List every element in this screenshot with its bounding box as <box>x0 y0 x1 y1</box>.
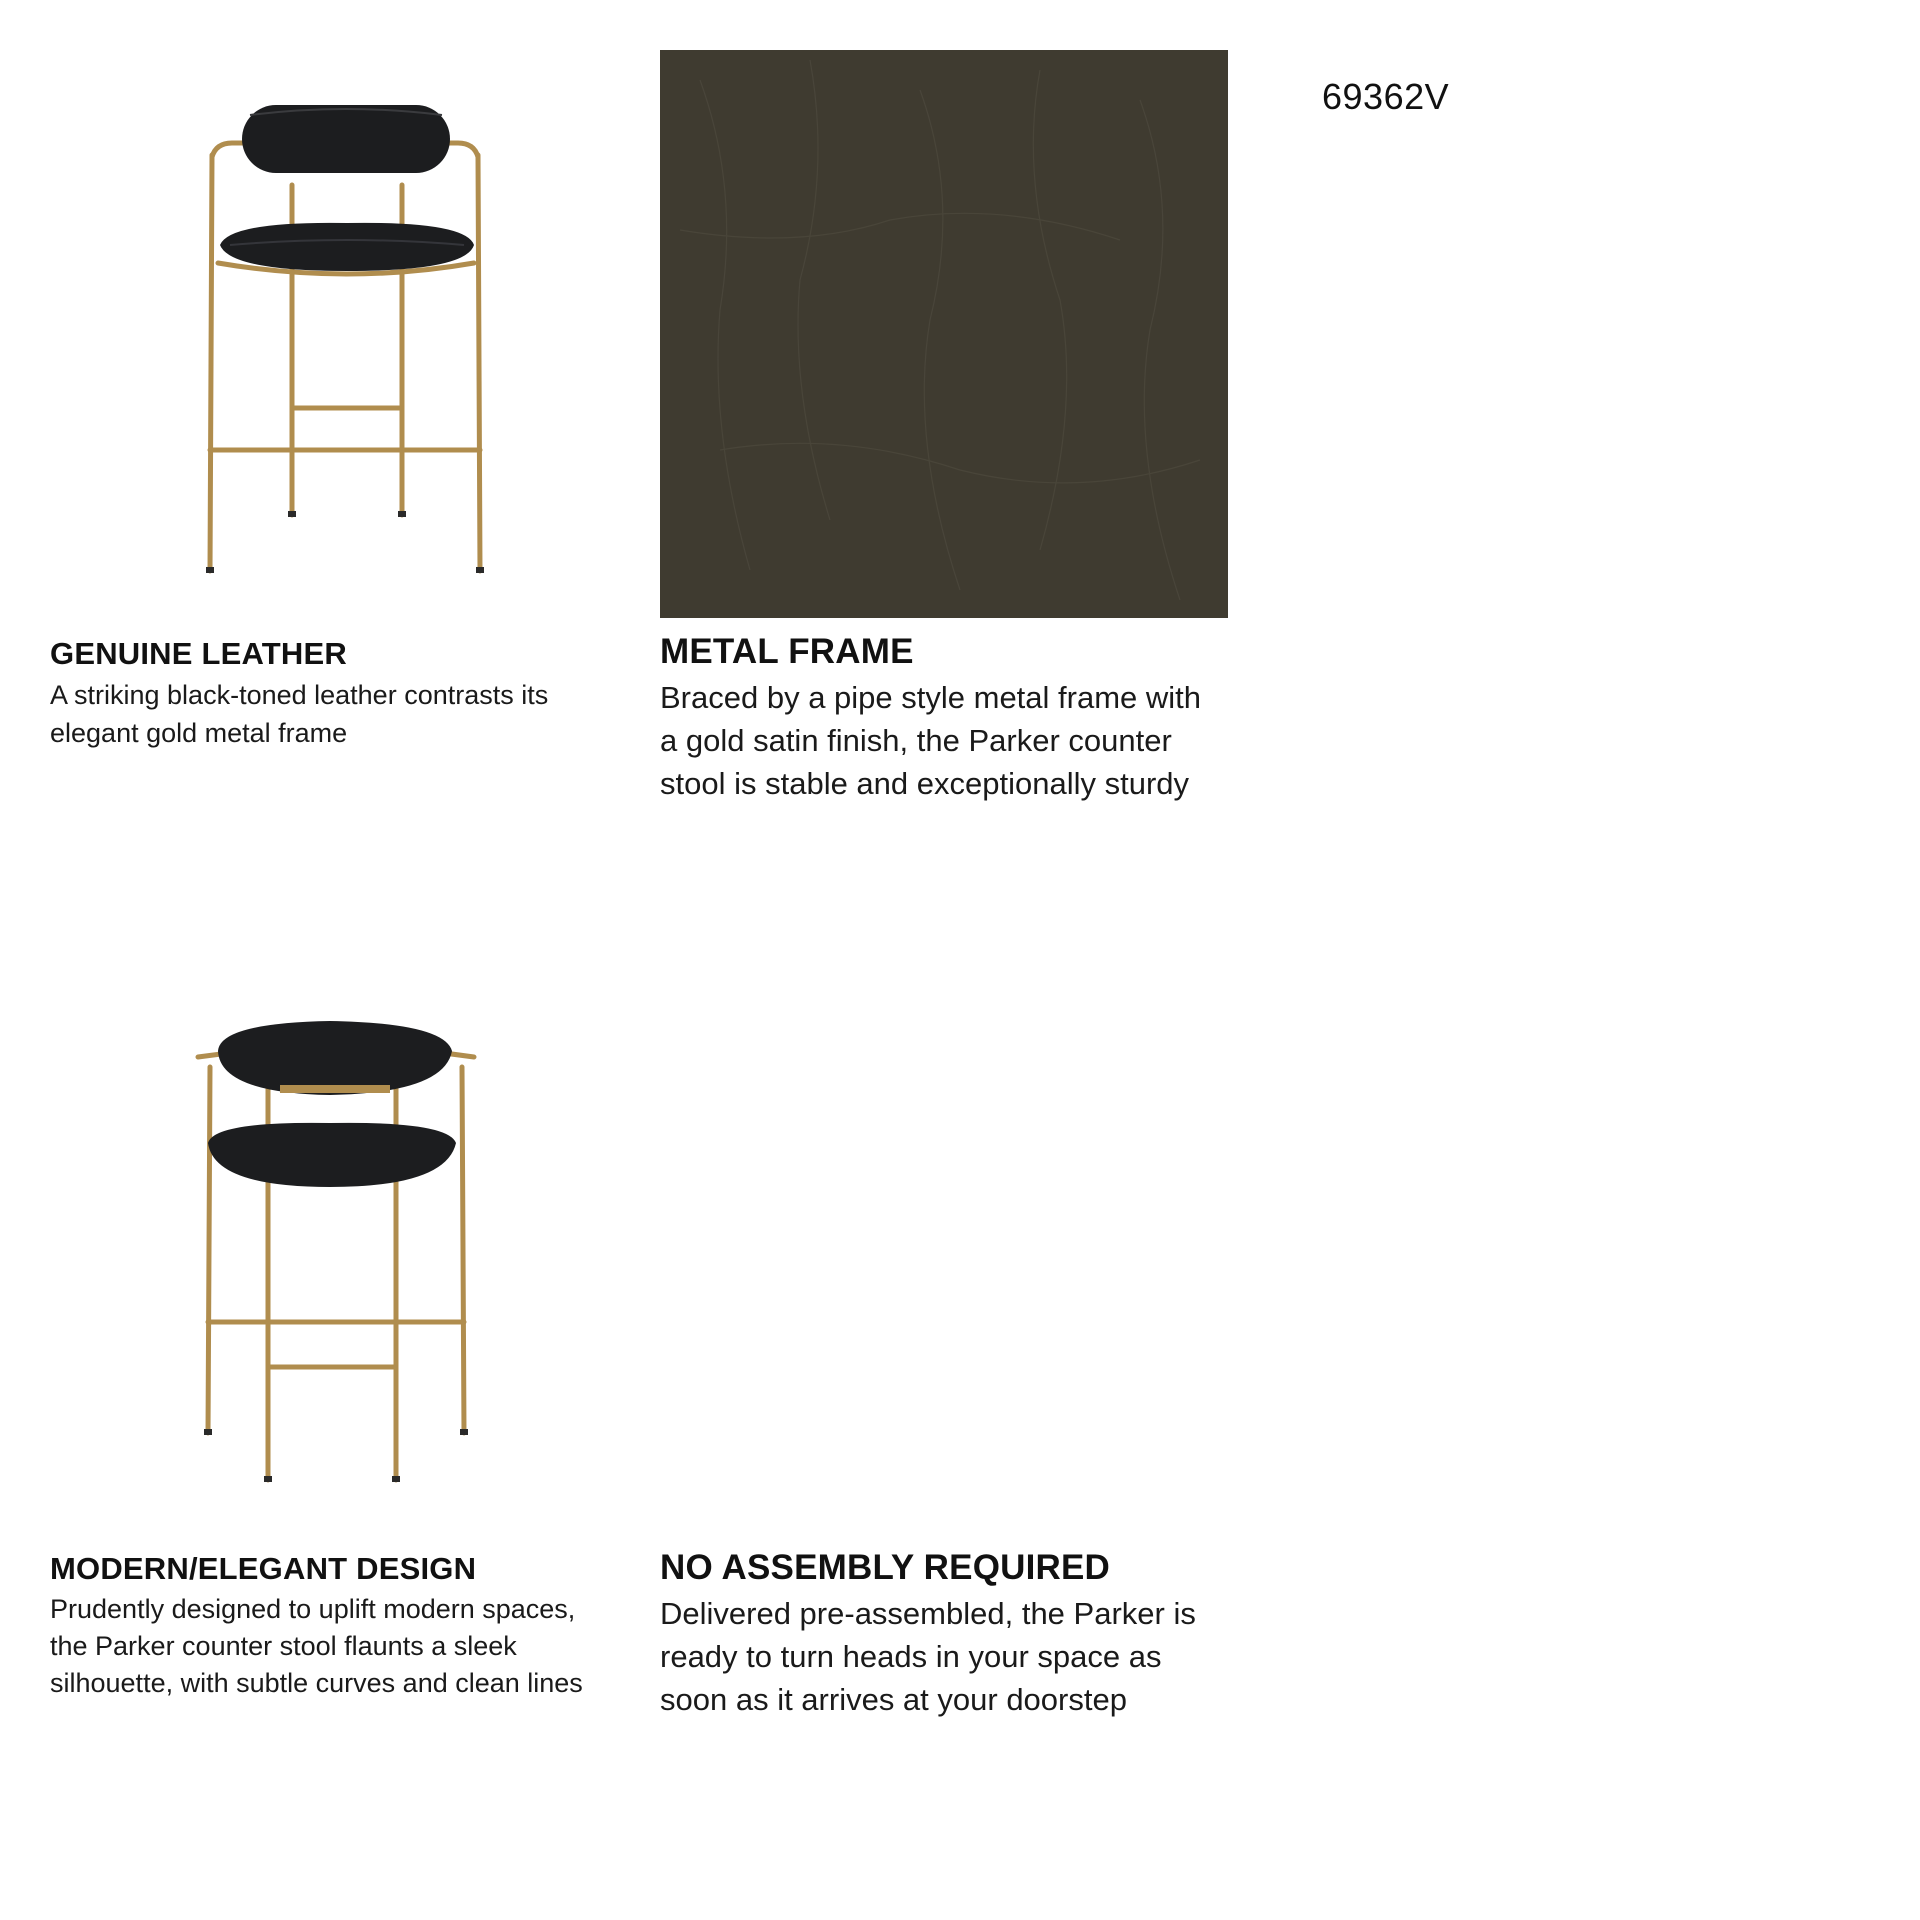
stool-front-image <box>190 95 510 585</box>
description-line: A striking black-toned leather contrasts its <box>50 679 549 710</box>
feature-description <box>660 676 1235 805</box>
feature-description <box>660 1592 1235 1721</box>
leather-swatch-image <box>660 50 1228 618</box>
feature-genuine-leather <box>50 636 610 752</box>
feature-modern-design <box>50 1551 630 1702</box>
feature-title: MODERN/ELEGANT DESIGN <box>50 1551 477 1586</box>
feature-description <box>50 1591 630 1702</box>
description-line: a gold satin finish, the Parker counter <box>660 723 1172 759</box>
description-line: stool is stable and exceptionally sturdy <box>660 766 1190 802</box>
description-line: Braced by a pipe style metal frame with <box>660 680 1202 716</box>
stool-back-image <box>190 1015 480 1495</box>
feature-metal-frame <box>660 632 1235 805</box>
feature-title: GENUINE LEATHER <box>50 636 347 671</box>
description-line: silhouette, with subtle curves and clean lines <box>50 1667 583 1698</box>
feature-title: METAL FRAME <box>660 632 914 671</box>
description-line: ready to turn heads in your space as <box>660 1639 1162 1675</box>
description-line: elegant gold metal frame <box>50 717 348 748</box>
feature-description <box>50 676 610 752</box>
product-sku: 69362V <box>1322 76 1450 117</box>
description-line: soon as it arrives at your doorstep <box>660 1682 1127 1718</box>
feature-no-assembly <box>660 1548 1235 1721</box>
description-line: Delivered pre-assembled, the Parker is <box>660 1596 1196 1632</box>
feature-title: NO ASSEMBLY REQUIRED <box>660 1548 1111 1587</box>
description-line: Prudently designed to uplift modern spaces, <box>50 1593 576 1624</box>
description-line: the Parker counter stool flaunts a sleek <box>50 1630 517 1661</box>
